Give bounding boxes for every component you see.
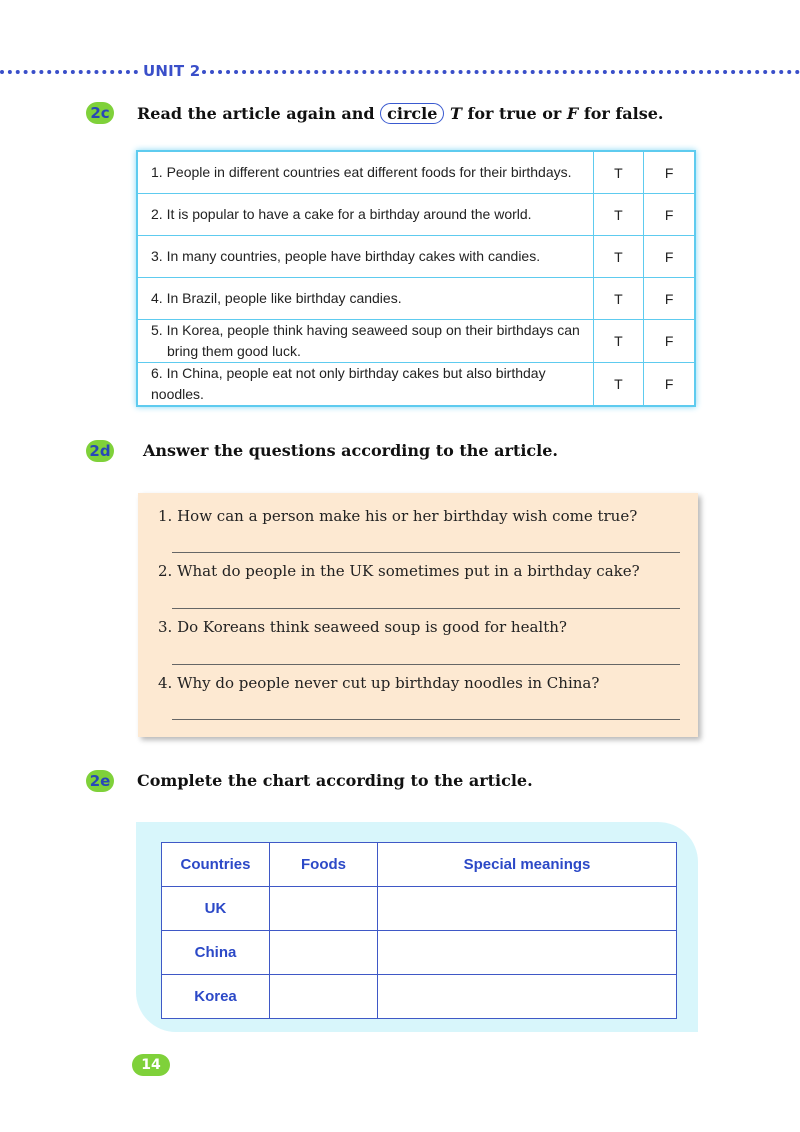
false-option[interactable]: F xyxy=(644,151,695,194)
completion-chart xyxy=(161,842,677,1019)
dotted-rule-right xyxy=(202,70,800,74)
instruction-2e: Complete the chart according to the article. xyxy=(137,771,533,790)
statement-line: 1. People in different countries eat different foods for their birthdays. xyxy=(151,164,572,180)
true-option[interactable]: T xyxy=(593,151,644,194)
meanings-cell[interactable] xyxy=(378,887,677,931)
chart-row xyxy=(162,975,677,1019)
section-badge-2e: 2e xyxy=(86,770,114,792)
answer-line-4[interactable] xyxy=(172,719,680,720)
chart-row xyxy=(162,931,677,975)
questions-box xyxy=(138,493,698,737)
false-option[interactable]: F xyxy=(644,236,695,278)
instruction-2c-t: T xyxy=(450,104,462,123)
unit-header xyxy=(0,62,800,82)
column-header-foods: Foods xyxy=(270,843,378,887)
false-option[interactable]: F xyxy=(644,363,695,407)
statement-row xyxy=(137,151,695,194)
statement-line: 4. In Brazil, people like birthday candies. xyxy=(151,290,402,306)
statement-text xyxy=(137,320,593,363)
true-option[interactable]: T xyxy=(593,236,644,278)
answer-line-1[interactable] xyxy=(172,552,680,553)
statement-line: 6. In China, people eat not only birthday cakes but also birthday noodles. xyxy=(151,365,546,402)
statement-line: 3. In many countries, people have birthday cakes with candies. xyxy=(151,248,541,264)
false-option[interactable]: F xyxy=(644,320,695,363)
question-2: 2. What do people in the UK sometimes put in a birthday cake? xyxy=(158,562,640,580)
meanings-cell[interactable] xyxy=(378,931,677,975)
column-header-meanings: Special meanings xyxy=(378,843,677,887)
statement-line: 5. In Korea, people think having seaweed soup on their birthdays can xyxy=(151,322,580,338)
page-number: 14 xyxy=(132,1054,170,1076)
country-cell: UK xyxy=(162,887,270,931)
question-4: 4. Why do people never cut up birthday noodles in China? xyxy=(158,674,600,692)
statement-text xyxy=(137,151,593,194)
country-cell: China xyxy=(162,931,270,975)
false-option[interactable]: F xyxy=(644,194,695,236)
statement-text xyxy=(137,236,593,278)
statement-row xyxy=(137,278,695,320)
false-option[interactable]: F xyxy=(644,278,695,320)
answer-line-3[interactable] xyxy=(172,664,680,665)
meanings-cell[interactable] xyxy=(378,975,677,1019)
statement-line: 2. It is popular to have a cake for a birthday around the world. xyxy=(151,206,532,222)
statement-row xyxy=(137,236,695,278)
statement-text xyxy=(137,363,593,407)
instruction-2c-pre: Read the article again and xyxy=(137,104,381,123)
statement-row xyxy=(137,363,695,407)
chart-row xyxy=(162,887,677,931)
country-cell: Korea xyxy=(162,975,270,1019)
foods-cell[interactable] xyxy=(270,975,378,1019)
true-option[interactable]: T xyxy=(593,278,644,320)
question-1: 1. How can a person make his or her birthday wish come true? xyxy=(158,507,638,525)
instruction-2c-mid: for true or xyxy=(461,104,567,123)
answer-line-2[interactable] xyxy=(172,608,680,609)
true-option[interactable]: T xyxy=(593,320,644,363)
question-3: 3. Do Koreans think seaweed soup is good for health? xyxy=(158,618,567,636)
instruction-2c-f: F xyxy=(566,104,579,123)
true-false-table xyxy=(136,150,696,407)
foods-cell[interactable] xyxy=(270,931,378,975)
column-header-countries: Countries xyxy=(162,843,270,887)
statement-row xyxy=(137,320,695,363)
instruction-2c-post: for false. xyxy=(578,104,664,123)
foods-cell[interactable] xyxy=(270,887,378,931)
section-badge-2c: 2c xyxy=(86,102,114,124)
dotted-rule-left xyxy=(0,70,138,74)
statement-line-continued: bring them good luck. xyxy=(167,343,301,359)
unit-label: UNIT 2 xyxy=(143,62,201,80)
statement-text xyxy=(137,278,593,320)
true-option[interactable]: T xyxy=(593,363,644,407)
statement-row xyxy=(137,194,695,236)
circle-word: circle xyxy=(380,103,444,124)
statement-text xyxy=(137,194,593,236)
section-badge-2d: 2d xyxy=(86,440,114,462)
instruction-2c xyxy=(137,103,663,124)
true-option[interactable]: T xyxy=(593,194,644,236)
instruction-2d: Answer the questions according to the article. xyxy=(143,441,558,460)
